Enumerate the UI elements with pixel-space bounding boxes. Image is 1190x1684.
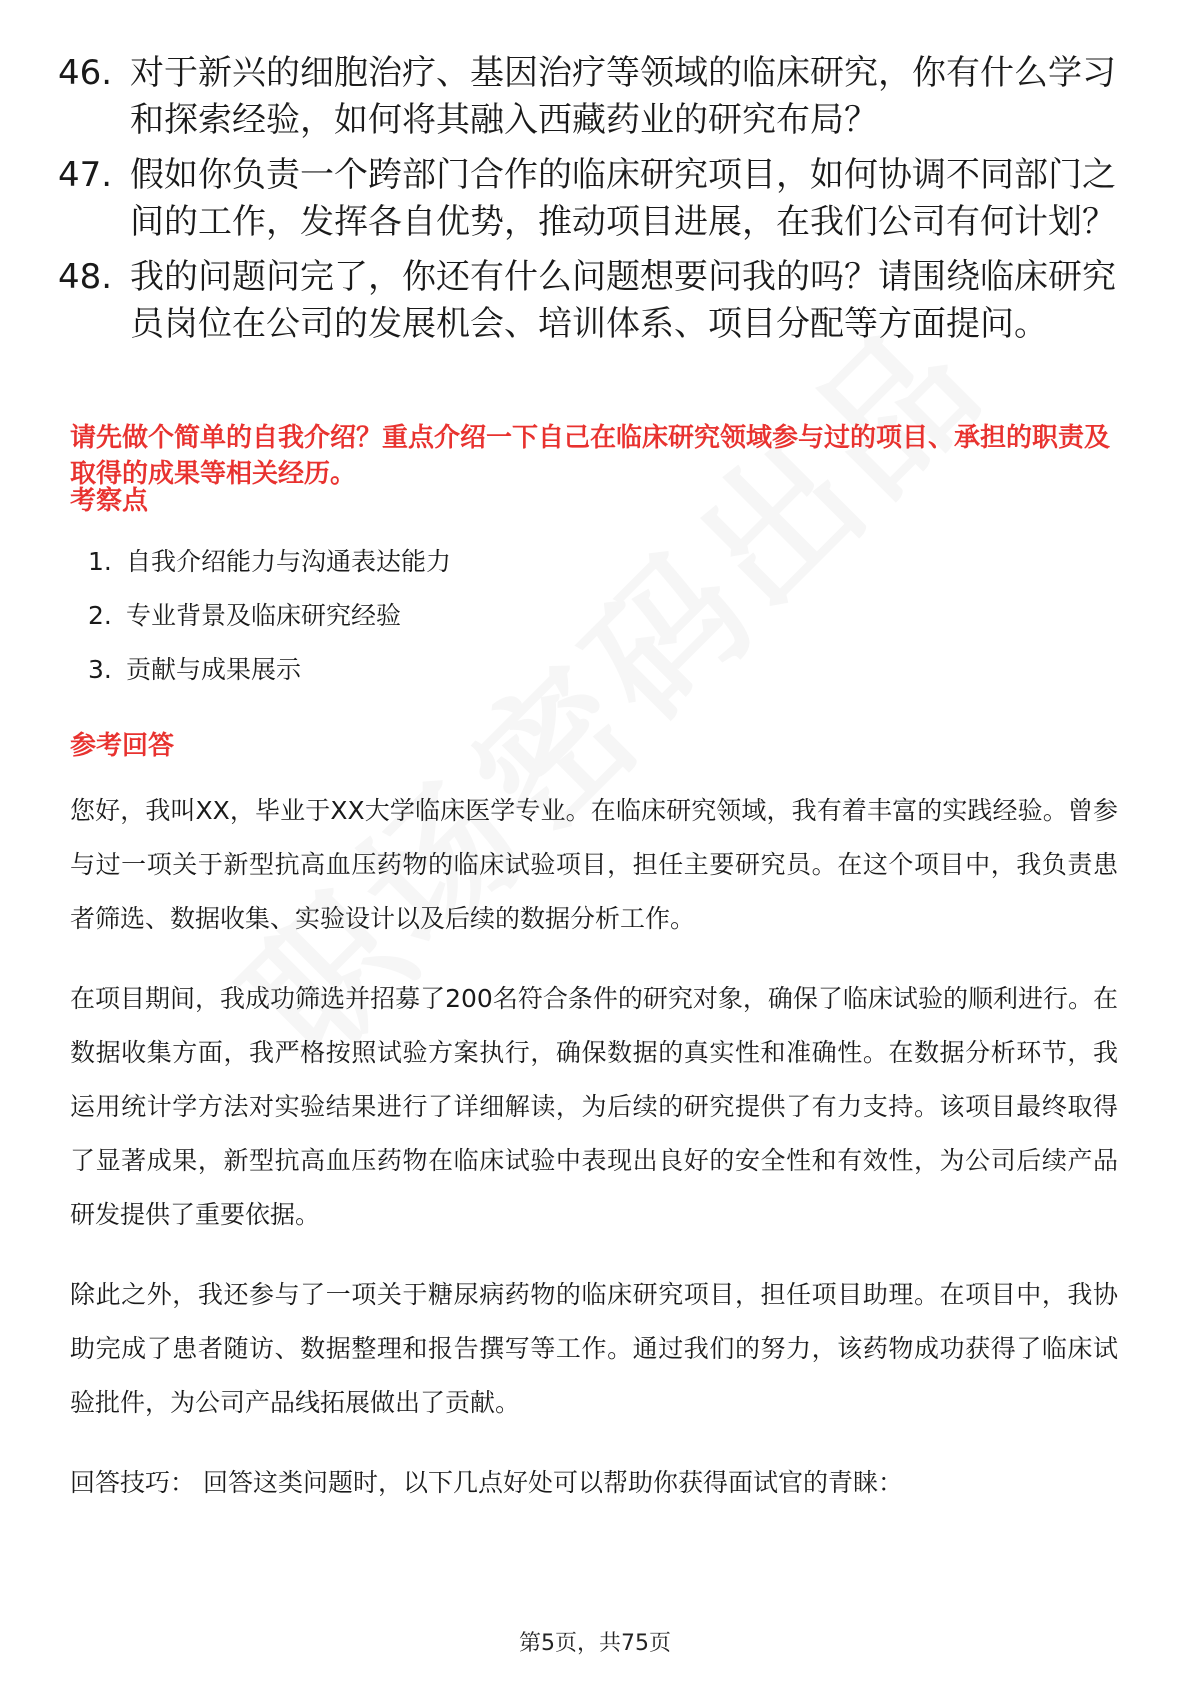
answer-paragraph: 您好，我叫XX，毕业于XX大学临床医学专业。在临床研究领域，我有着丰富的实践经验。曾参与过一项关于新型抗高血压药物的临床试验项目，担任主要研究员。在这个项目中，我负责患者筛选、数据收集、实验设计以及后续的数据分析工作。 [70, 796, 1118, 933]
point-text: 专业背景及临床研究经验 [126, 601, 402, 630]
section-heading-answer: 参考回答 [70, 731, 175, 761]
answer-paragraph: 在项目期间，我成功筛选并招募了200名符合条件的研究对象，确保了临床试验的顺利进行。在数据收集方面，我严格按照试验方案执行，确保数据的真实性和准确性。在数据分析环节，我运用统计学方法对实验结果进行了详细解读，为后续的研究提供了有力支持。该项目最终取得了显著成果，新型抗高血压药物在临床试验中表现出良好的安全性和有效性，为公司后续产品研发提供了重要依据。 [70, 984, 1118, 1229]
question-item [58, 152, 1118, 246]
featured-question: 请先做个简单的自我介绍？重点介绍一下自己在临床研究领域参与过的项目、承担的职责及取得的成果等相关经历。 [70, 423, 1111, 489]
point-text: 贡献与成果展示 [126, 655, 302, 684]
question-number: 48. [58, 257, 113, 297]
question-text: 假如你负责一个跨部门合作的临床研究项目，如何协调不同部门之间的工作，发挥各自优势，推动项目进展，在我们公司有何计划？ [130, 155, 1116, 242]
tips-line: 回答技巧： 回答这类问题时，以下几点好处可以帮助你获得面试官的青睐： [70, 1468, 903, 1497]
question-text: 我的问题问完了，你还有什么问题想要问我的吗？请围绕临床研究员岗位在公司的发展机会、培训体系、项目分配等方面提问。 [130, 257, 1116, 344]
point-number: 2. [88, 601, 112, 630]
answer-paragraph: 除此之外，我还参与了一项关于糖尿病药物的临床研究项目，担任项目助理。在项目中，我协助完成了患者随访、数据整理和报告撰写等工作。通过我们的努力，该药物成功获得了临床试验批件，为公司产品线拓展做出了贡献。 [70, 1280, 1118, 1417]
question-item [58, 50, 1118, 144]
question-item [58, 254, 1118, 348]
assess-point-list [88, 545, 988, 707]
assess-point [88, 545, 988, 579]
assess-point [88, 653, 988, 687]
question-number: 46. [58, 53, 113, 93]
point-number: 3. [88, 655, 112, 684]
point-text: 自我介绍能力与沟通表达能力 [126, 547, 452, 576]
question-list [58, 50, 1118, 356]
question-number: 47. [58, 155, 113, 195]
assess-point [88, 599, 988, 633]
question-text: 对于新兴的细胞治疗、基因治疗等领域的临床研究，你有什么学习和探索经验，如何将其融入西藏药业的研究布局？ [130, 53, 1116, 140]
section-heading-assess: 考察点 [70, 486, 149, 516]
page-footer: 第5页，共75页 [519, 1631, 671, 1656]
point-number: 1. [88, 547, 112, 576]
